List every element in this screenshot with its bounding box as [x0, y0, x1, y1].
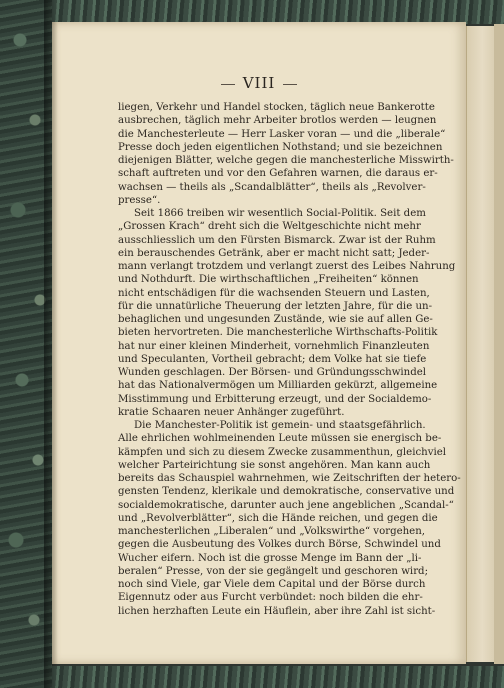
text-line: noch sind Viele, gar Viele dem Capital und der Börse durch: [118, 579, 426, 590]
text-line: Die Manchester-Politik ist gemein- und staatsgefährlich.: [134, 420, 426, 431]
page-edges-outer: [494, 24, 504, 664]
body-text: [118, 101, 461, 618]
text-line: presse“.: [118, 194, 161, 206]
text-line: Wunden geschlagen. Der Börsen- und Gründungsschwindel: [118, 367, 427, 378]
text-line: gensten Tendenz, klerikale und demokratische, conservative und: [118, 486, 455, 498]
text-line: nicht entschädigen für die wachsenden Steuern und Lasten,: [118, 287, 430, 299]
text-line: schaft auftreten und vor den Gefahren warnen, die daraus er-: [118, 168, 438, 180]
text-line: Misstimmung und Erbitterung erzeugt, und der Socialdemo-: [118, 393, 432, 405]
text-line: und Speculanten, Vortheil gebracht; dem Volke hat sie tiefe: [118, 353, 427, 365]
text-line: und „Revolverblätter“, sich die Hände reichen, und gegen die: [118, 512, 438, 524]
text-line: gegen die Ausbeutung des Volkes durch Börse, Schwindel und: [118, 539, 441, 551]
text-line: manchesterlichen „Liberalen“ und „Volkswirthe“ vorgehen,: [118, 526, 426, 537]
text-line: kämpfen und sich zu diesem Zwecke zusammenthun, gleichviel: [118, 446, 447, 458]
text-line: lichen herzhaften Leute ein Häuflein, aber ihre Zahl ist sicht-: [118, 605, 436, 617]
folio-dash-left: [221, 84, 235, 85]
text-line: mann verlangt trotzdem und verlangt zuerst des Leibes Nahrung: [118, 261, 456, 272]
text-line: „Grossen Krach“ dreht sich die Weltgeschichte nicht mehr: [118, 221, 421, 233]
text-line: liegen, Verkehr und Handel stocken, täglich neue Bankerotte: [118, 102, 435, 113]
text-line: diejenigen Blätter, welche gegen die manchesterliche Misswirth-: [118, 155, 454, 166]
text-line: kratie Schaaren neuer Anhänger zugeführt.: [118, 406, 345, 418]
text-line: Seit 1866 treiben wir wesentlich Social-Politik. Seit dem: [134, 208, 426, 219]
text-line: ein berauschendes Getränk, aber er macht nicht satt; Jeder-: [118, 247, 430, 259]
text-line: Wucher eifern. Noch ist die grosse Menge im Bann der „li-: [118, 552, 422, 564]
folio-dash-right: [283, 84, 297, 85]
text-line: die Manchesterleute — Herr Lasker voran — und die „liberale“: [118, 128, 446, 140]
text-line: socialdemokratische, darunter auch jene angeblichen „Scandal-“: [118, 499, 454, 511]
text-line: hat nur einer kleinen Minderheit, vornehmlich Finanzleuten: [118, 340, 430, 352]
text-line: wachsen — theils als „Scandalblätter“, theils als „Revolver-: [118, 181, 426, 193]
text-line: welcher Parteirichtung sie sonst angehören. Man kann auch: [118, 459, 431, 471]
text-line: ausschliesslich um den Fürsten Bismarck. Zwar ist der Ruhm: [118, 234, 436, 246]
text-line: Alle ehrlichen wohlmeinenden Leute müssen sie energisch be-: [118, 433, 442, 445]
text-line: und Nothdurft. Die wirthschaftlichen „Freiheiten“ können: [118, 274, 419, 286]
page-number-text: VIII: [242, 74, 276, 92]
text-line: behaglichen und ungesunden Zustände, wie sie auf allen Ge-: [118, 314, 433, 325]
marbled-cover-bottom: [52, 666, 504, 688]
page-number: [52, 74, 466, 92]
text-line: Eigennutz oder aus Furcht verbündet: noch bilden die ehr-: [118, 592, 423, 604]
marbled-cover-top: [52, 0, 504, 24]
text-line: bieten hervortreten. Die manchesterliche Wirthschafts-Politik: [118, 327, 438, 339]
text-line: beralen“ Presse, von der sie gegängelt und geschoren wird;: [118, 565, 429, 577]
text-line: ausbrechen, täglich mehr Arbeiter brotlos werden — leugnen: [118, 115, 437, 127]
text-line: hat das Nationalvermögen um Milliarden gekürzt, allgemeine: [118, 380, 438, 392]
text-line: für die unnatürliche Theuerung der letzten Jahre, für die un-: [118, 300, 433, 312]
text-line: Presse doch jeden eigentlichen Nothstand; und sie bezeichnen: [118, 141, 443, 153]
spine-shadow: [44, 0, 58, 688]
text-line: bereits das Schauspiel wahrnehmen, wie Zeitschriften der hetero-: [118, 473, 461, 484]
